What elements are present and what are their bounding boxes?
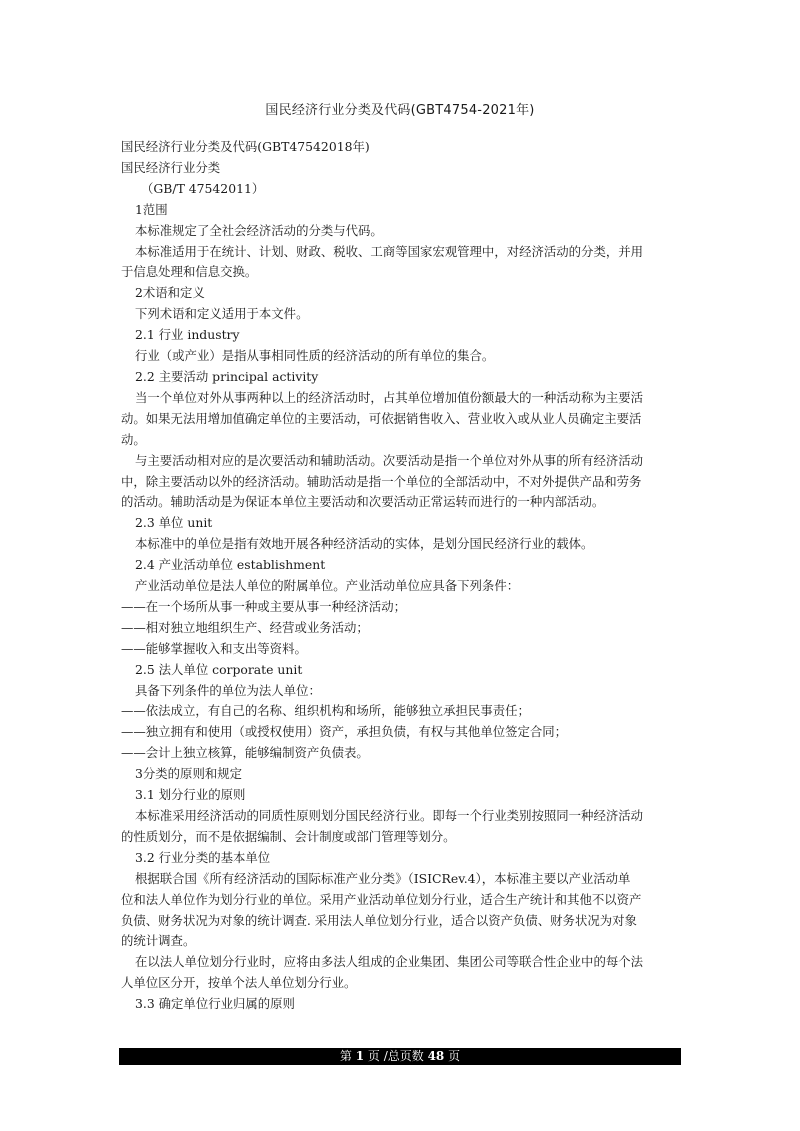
text-line: 的活动。辅助活动是为保证本单位主要活动和次要活动正常运转而进行的一种内部活动。 [121, 494, 605, 510]
text-line: 负债、财务状况为对象的统计调查. 采用法人单位划分行业，适合以资产负债、财务状况为对象 [121, 912, 637, 928]
text-line: 3.2 行业分类的基本单位 [135, 849, 271, 865]
document-body [121, 137, 686, 1015]
text-line: 2.5 法人单位 corporate unit [135, 661, 303, 677]
text-line: ——能够掌握收入和支出等资料。 [121, 640, 307, 656]
text-line: 当一个单位对外从事两种以上的经济活动时，占其单位增加值份额最大的一种活动称为主要活 [135, 389, 644, 405]
text-line: 国民经济行业分类及代码(GBT47542018年) [121, 139, 370, 154]
text-line: 根据联合国《所有经济活动的国际标准产业分类》（ISICRev.4），本标准主要以产业活动单 [135, 870, 631, 886]
text-line: ——在一个场所从事一种或主要从事一种经济活动； [121, 598, 406, 614]
document-title: 国民经济行业分类及代码(GBT4754-2021年) [265, 103, 535, 118]
total-pages: 48 [427, 1049, 445, 1063]
text-line: 2.4 产业活动单位 establishment [135, 557, 326, 573]
text-line: 的统计调查。 [121, 933, 196, 949]
text-line: 具备下列条件的单位为法人单位： [135, 682, 321, 698]
text-line: 在以法人单位划分行业时，应将由多法人组成的企业集团、集团公司等联合性企业中的每个法 [135, 954, 644, 970]
text-line: （GB/T 47542011） [141, 180, 265, 196]
text-line: 动。 [121, 431, 146, 447]
text-line: 下列术语和定义适用于本文件。 [135, 306, 309, 322]
text-line: 与主要活动相对应的是次要活动和辅助活动。次要活动是指一个单位对外从事的所有经济活动 [135, 452, 644, 468]
text-line: 1范围 [135, 201, 168, 217]
page-mid: 页 /总页数 [367, 1049, 424, 1063]
text-line: 位和法人单位作为划分行业的单位。采用产业活动单位划分行业，适合生产统计和其他不以资产 [121, 891, 642, 907]
text-line: 3分类的原则和规定 [135, 766, 243, 782]
text-line: 2.1 行业 industry [135, 327, 240, 343]
text-line: 的性质划分，而不是依据编制、会计制度或部门管理等划分。 [121, 828, 456, 844]
text-line: 中，除主要活动以外的经济活动。辅助活动是指一个单位的全部活动中，不对外提供产品和劳务 [121, 473, 642, 489]
text-line: 国民经济行业分类 [121, 159, 221, 175]
text-line: 于信息处理和信息交换。 [121, 264, 258, 280]
text-line: 本标准规定了全社会经济活动的分类与代码。 [135, 222, 383, 238]
text-line: 产业活动单位是法人单位的附属单位。产业活动单位应具备下列条件： [135, 578, 520, 594]
text-line: ——依法成立，有自己的名称、组织机构和场所，能够独立承担民事责任； [121, 703, 530, 719]
text-line: 3.1 划分行业的原则 [135, 787, 246, 803]
page-prefix: 第 [339, 1049, 352, 1063]
text-line: 动。如果无法用增加值确定单位的主要活动，可依据销售收入、营业收入或从业人员确定主要活 [121, 410, 642, 426]
text-line: 本标准采用经济活动的同质性原则划分国民经济行业。即每一个行业类别按照同一种经济活动 [135, 808, 644, 823]
text-line: ——会计上独立核算，能够编制资产负债表。 [121, 745, 369, 761]
text-line: ——独立拥有和使用（或授权使用）资产，承担负债，有权与其他单位签定合同； [121, 724, 568, 740]
page-footer [119, 1048, 681, 1065]
page-suffix: 页 [448, 1049, 461, 1063]
text-line: ——相对独立地组织生产、经营或业务活动； [121, 619, 369, 635]
page-number: 1 [355, 1049, 365, 1063]
text-line: 本标准中的单位是指有效地开展各种经济活动的实体，是划分国民经济行业的载体。 [135, 536, 594, 552]
text-line: 本标准适用于在统计、计划、财政、税收、工商等国家宏观管理中，对经济活动的分类，并用 [135, 243, 644, 259]
text-line: 3.3 确定单位行业归属的原则 [135, 996, 295, 1012]
text-line: 人单位区分开，按单个法人单位划分行业。 [121, 975, 357, 991]
text-line: 2.3 单位 unit [135, 515, 213, 531]
text-line: 行业（或产业）是指从事相同性质的经济活动的所有单位的集合。 [135, 348, 495, 364]
text-line: 2.2 主要活动 principal activity [135, 368, 319, 384]
text-line: 2术语和定义 [135, 285, 205, 301]
